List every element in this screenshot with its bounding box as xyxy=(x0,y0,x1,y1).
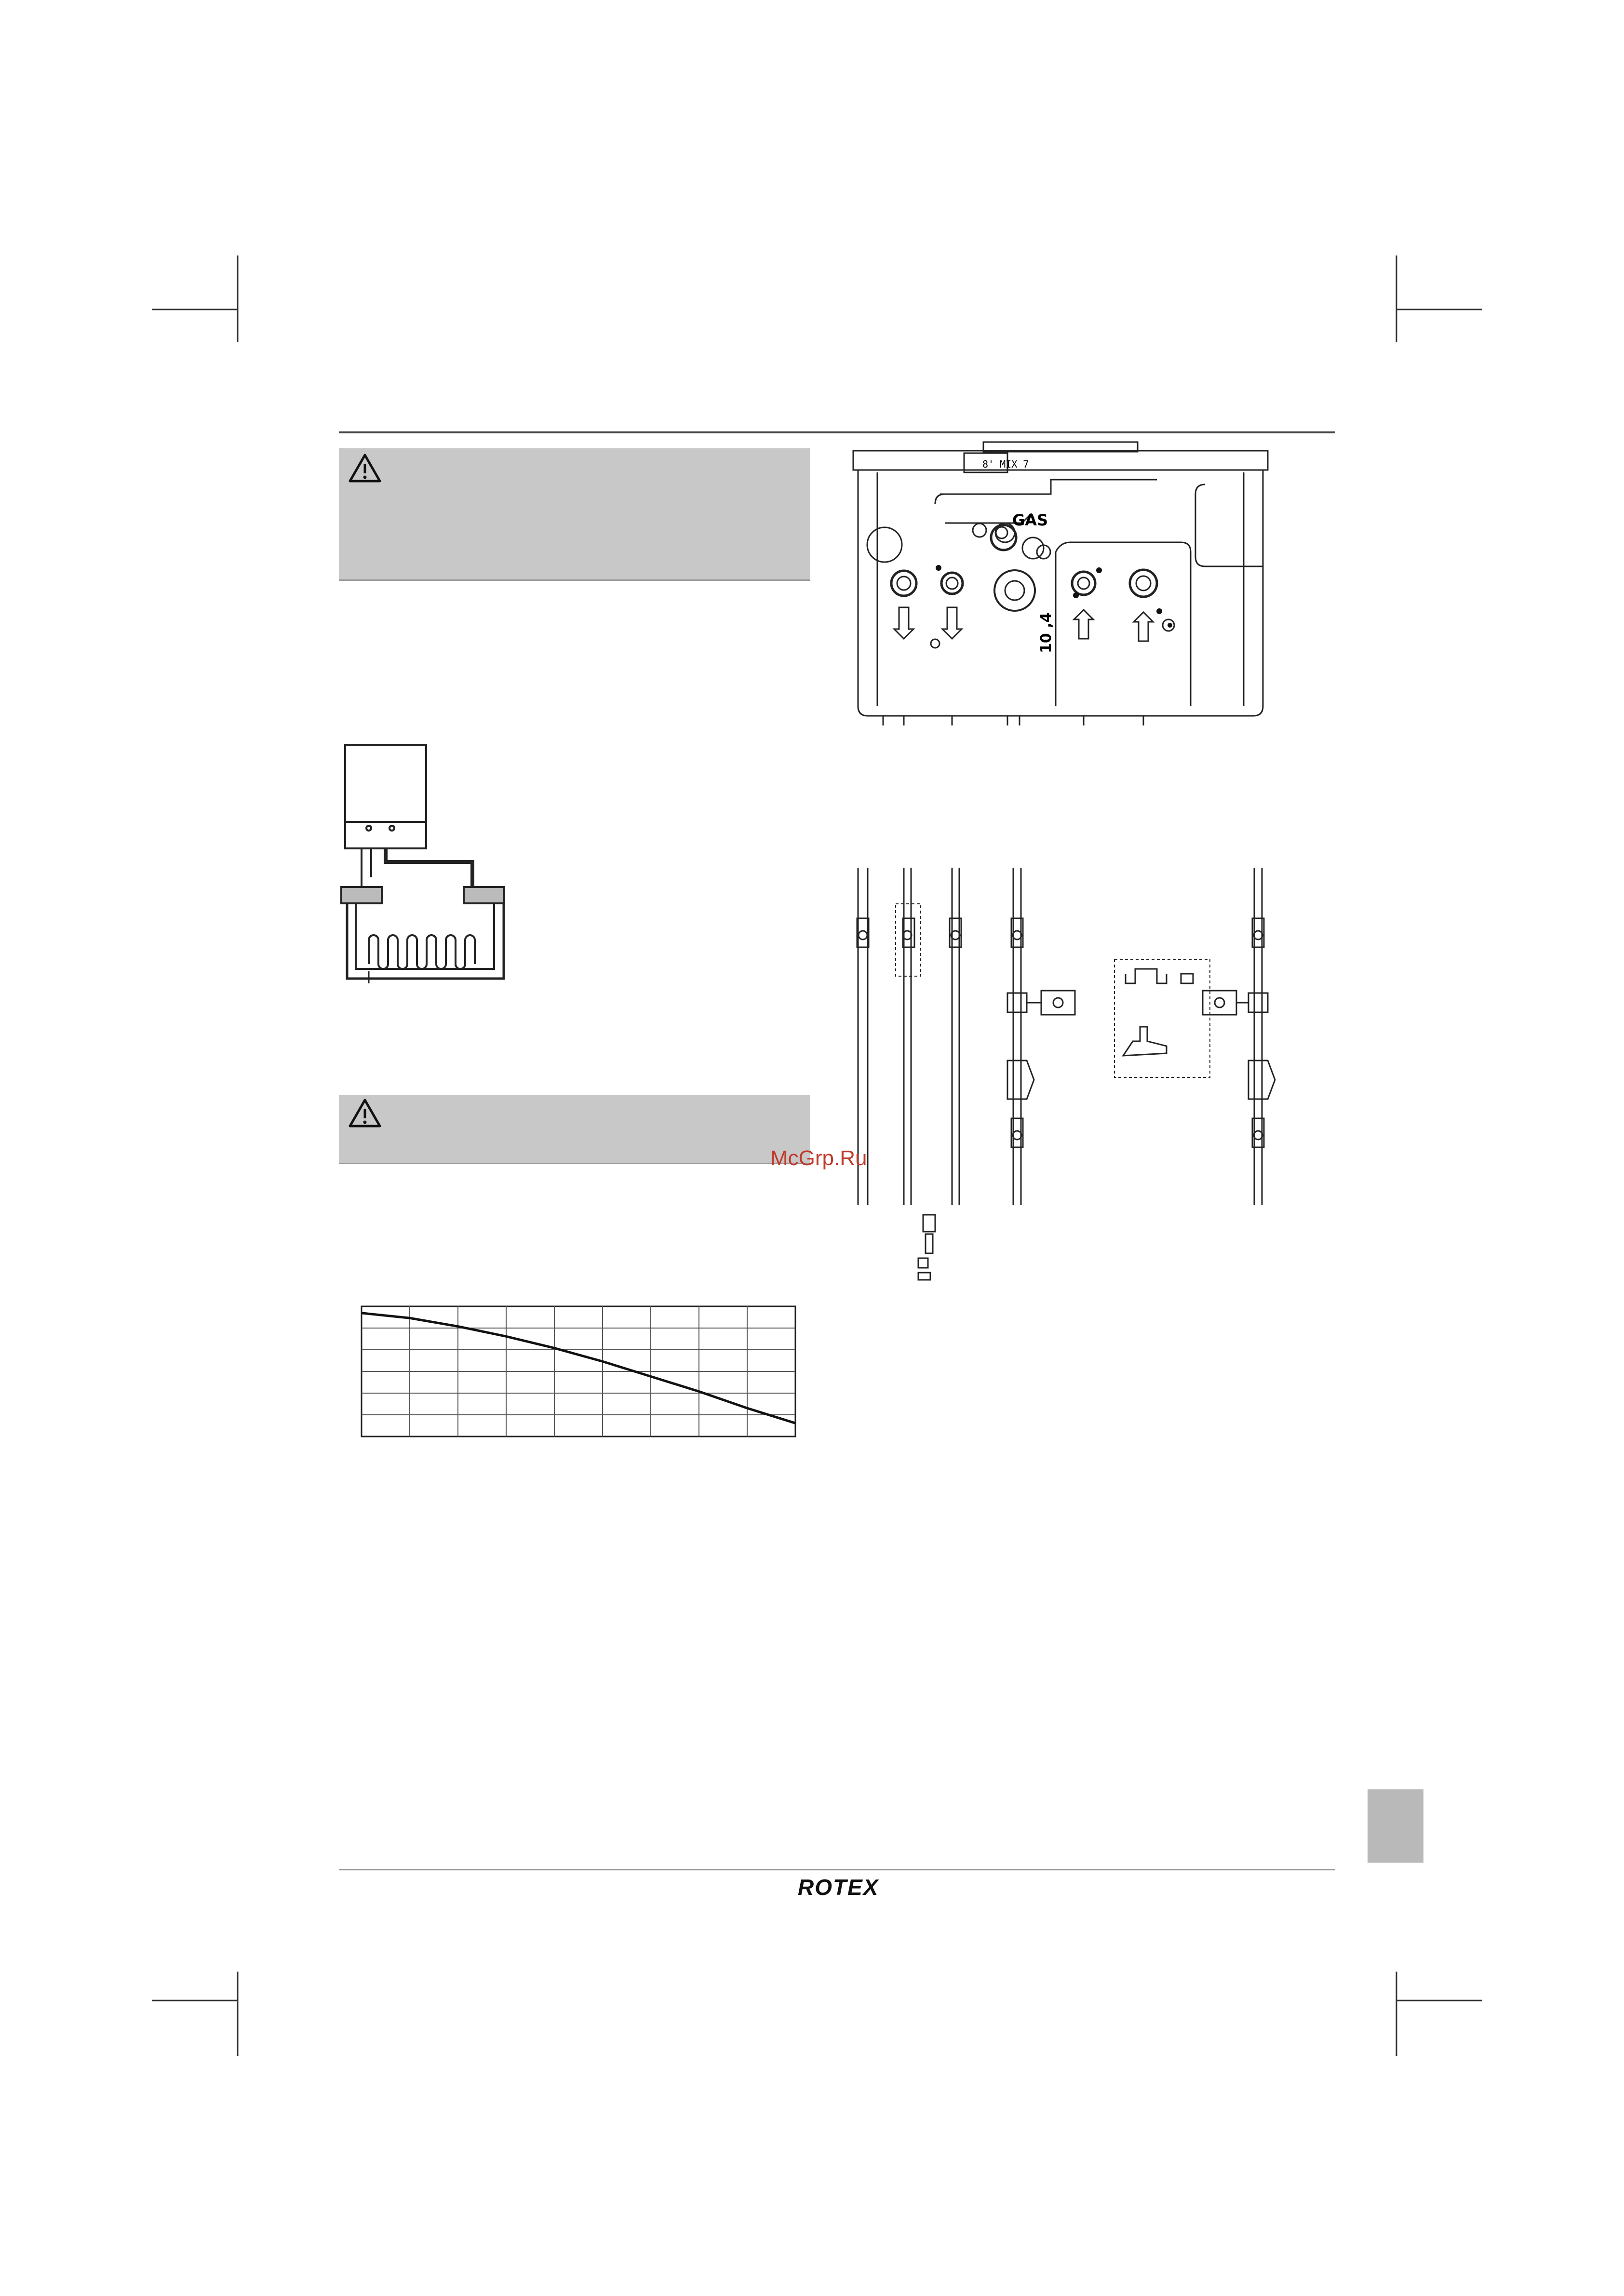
warning-triangle-icon xyxy=(348,1098,382,1128)
boiler-connection-panel xyxy=(848,436,1273,725)
warning-box-mid xyxy=(339,1095,810,1164)
warning-box-top xyxy=(339,448,810,581)
warning-triangle-icon xyxy=(348,453,382,483)
pump-curve-chart xyxy=(357,1302,800,1446)
pipe-valve-diagram xyxy=(848,868,1306,1302)
gas-label: GAS xyxy=(1012,511,1048,529)
brand-logo: ROTEX xyxy=(798,1875,879,1900)
footer-rule xyxy=(339,1869,1335,1870)
series-line-0 xyxy=(362,1313,795,1423)
underfloor-heating-diagram xyxy=(328,742,530,993)
header-rule xyxy=(339,431,1335,433)
watermark: McGrp.Ru xyxy=(770,1146,867,1170)
connector-label: 8' MIX 7 xyxy=(982,458,1029,470)
side-tab xyxy=(1368,1789,1423,1863)
dial-label: 10 ,4 xyxy=(1038,612,1055,653)
